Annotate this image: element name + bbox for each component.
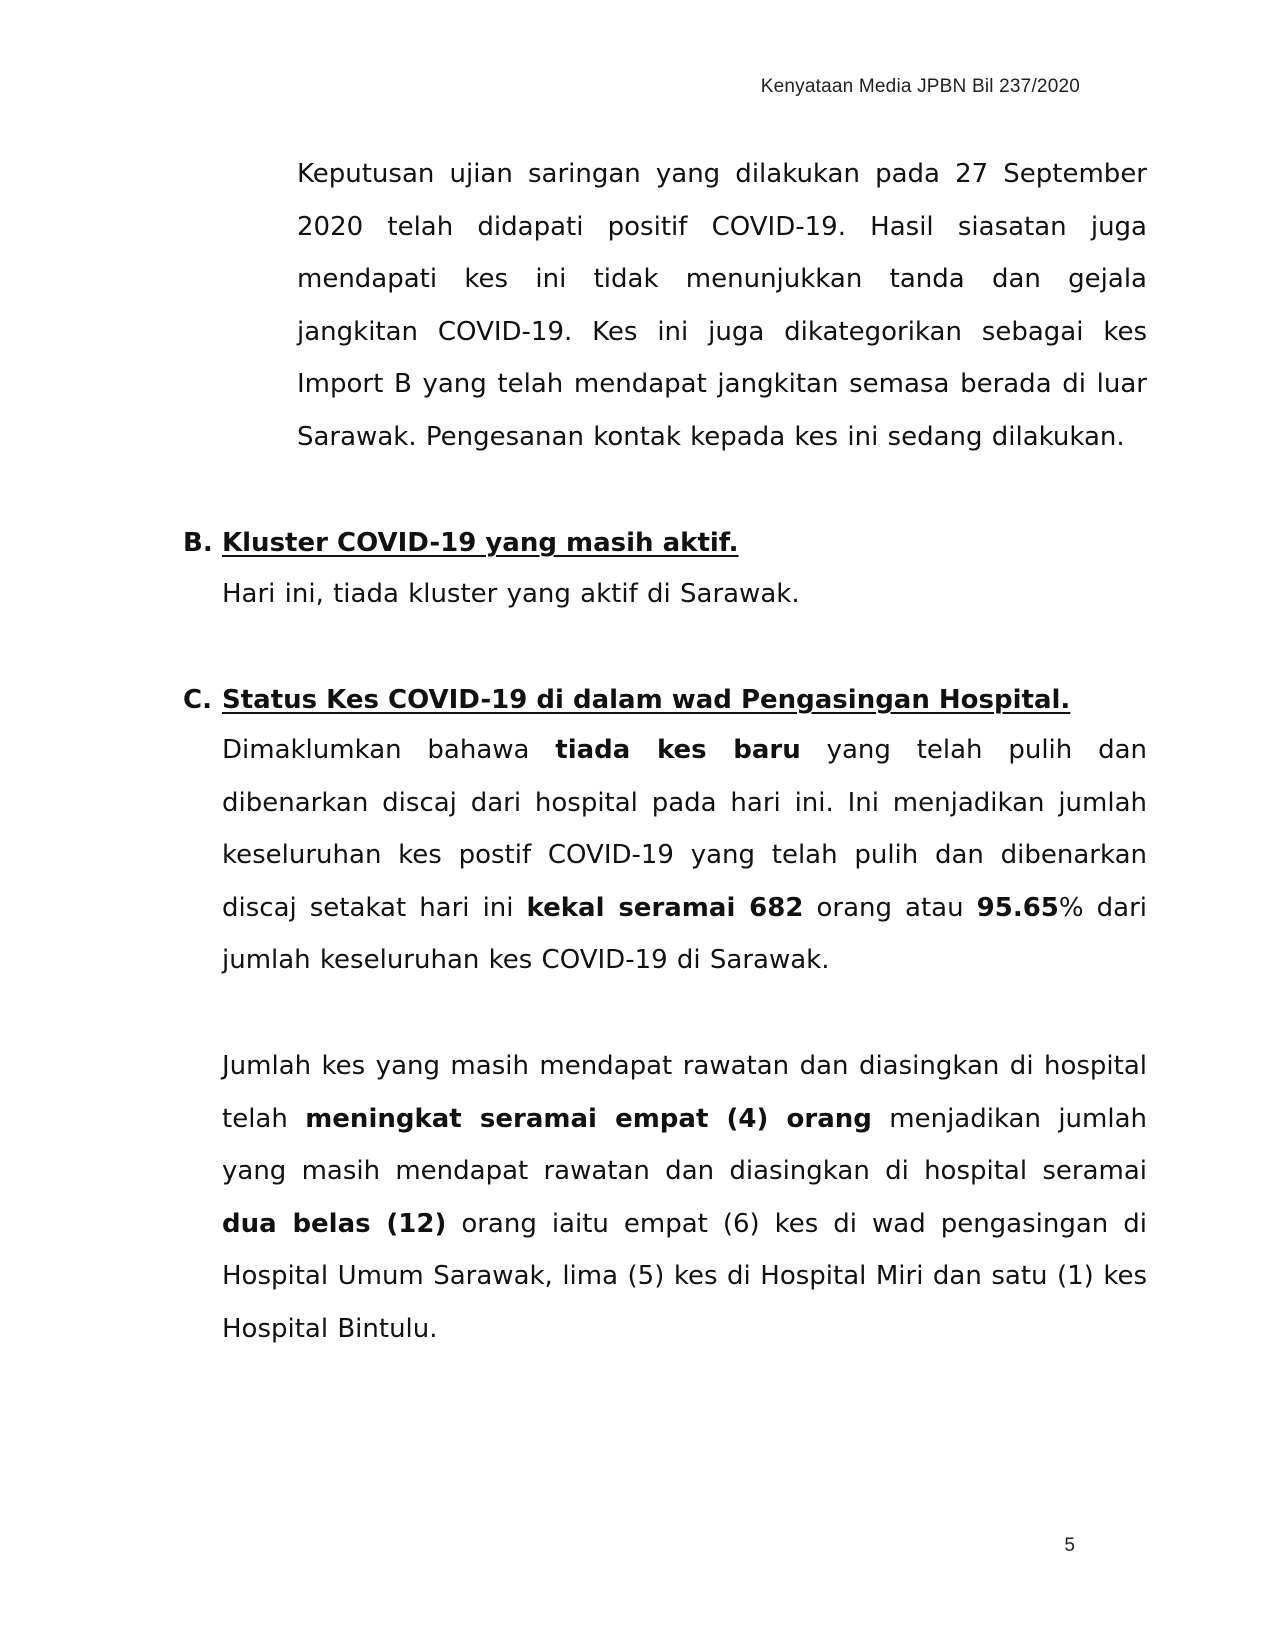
section-b-paragraph: Hari ini, tiada kluster yang aktif di Sarawak. — [222, 579, 800, 609]
section-c-paragraph-1 — [222, 724, 1147, 987]
text-run: yang telah pulih dan dibenarkan discaj dari hospital pada hari ini. Ini menjadikan jumlah keseluruhan kes postif COVID-19 yang telah pulih dan dibenarkan discaj setakat hari ini — [222, 735, 1147, 923]
section-c-title: Status Kes COVID-19 di dalam wad Pengasingan Hospital. — [222, 685, 1071, 715]
bold-recovered-total: kekal seramai 682 — [526, 892, 804, 923]
section-b-letter: B. — [183, 528, 213, 558]
section-c-letter: C. — [183, 685, 212, 715]
text-run: Dimaklumkan bahawa — [222, 735, 556, 765]
bold-recovery-percentage: 95.65 — [976, 892, 1059, 923]
section-b-title: Kluster COVID-19 yang masih aktif. — [222, 528, 739, 558]
bold-no-new-cases: tiada kes baru — [555, 735, 801, 765]
text-run: menjadikan jumlah yang masih mendapat rawatan dan diasingkan di hospital seramai — [222, 1103, 1148, 1186]
text-run: orang atau — [803, 892, 977, 923]
section-b-heading — [183, 523, 739, 563]
section-c-paragraph-2 — [222, 1040, 1147, 1355]
bold-increase-count: meningkat seramai empat (4) orang — [305, 1103, 872, 1134]
text-run: orang iaitu empat (6) kes di wad pengasingan di Hospital Umum Sarawak, lima (5) kes di Hospital Miri dan satu (1) kes Hospital Bintulu. — [222, 1208, 1147, 1344]
header-reference: Kenyataan Media JPBN Bil 237/2020 — [760, 76, 1080, 97]
bold-hospitalised-total: dua belas (12) — [222, 1208, 447, 1239]
section-c-heading — [183, 680, 1070, 720]
text-run: Jumlah kes yang masih mendapat rawatan dan diasingkan di hospital telah — [222, 1051, 1147, 1134]
page-number: 5 — [1064, 1535, 1075, 1556]
section-a-continued-paragraph: Keputusan ujian saringan yang dilakukan pada 27 September 2020 telah didapati positif COVID-19. Hasil siasatan juga mendapati kes ini tidak menunjukkan tanda dan gejala jangkitan COVID-19. Kes ini juga dikategorikan sebagai kes Import B yang telah mendapat jangkitan semasa berada di luar Sarawak. Pengesanan kontak kepada kes ini sedang dilakukan. — [297, 159, 1147, 452]
text-run: % dari jumlah keseluruhan kes COVID-19 di Sarawak. — [222, 892, 1147, 975]
